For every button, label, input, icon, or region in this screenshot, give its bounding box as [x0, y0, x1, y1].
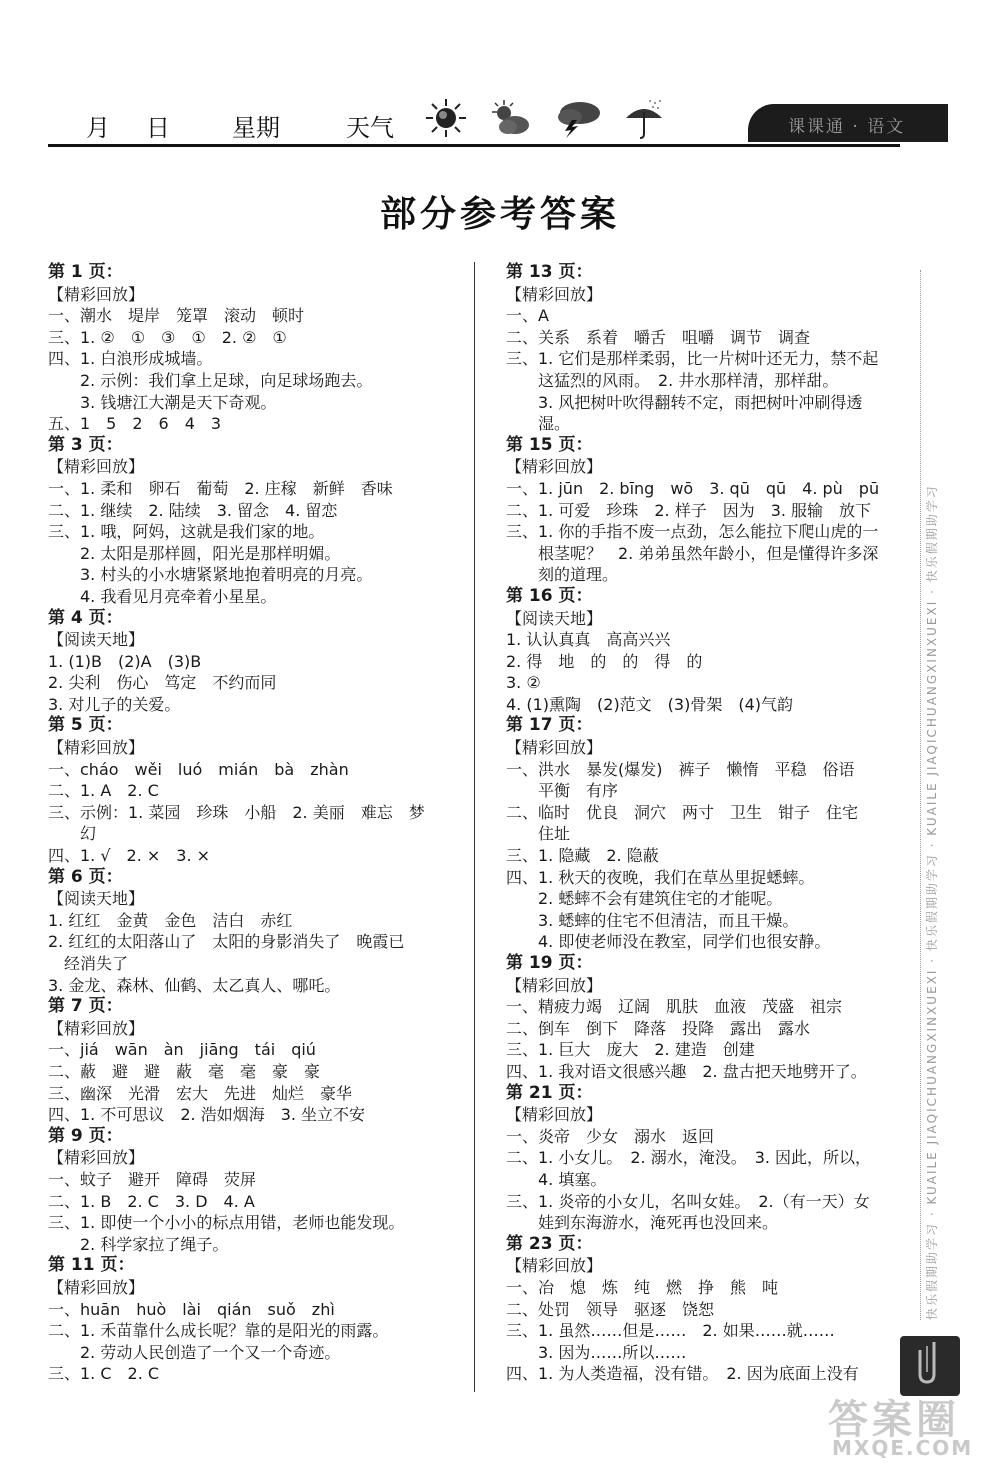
answer-line: 2. 红红的太阳落山了 太阳的身影消失了 晚霞已: [48, 932, 405, 952]
page-heading: 第 9 页：: [48, 1125, 123, 1146]
page-heading: 第 15 页：: [506, 434, 593, 455]
answer-line: 1. 认认真真 高高兴兴: [506, 630, 671, 650]
answer-line: 三、1. 炎帝的小女儿，名叫女娃。 2.（有一天）女: [506, 1191, 870, 1211]
answer-line: 1. (1)B (2)A (3)B: [48, 651, 202, 671]
answer-line: 2. 科学家拉了绳子。: [48, 1234, 229, 1254]
answer-line: 三、1. 巨大 庞大 2. 建造 创建: [506, 1040, 755, 1060]
answer-line: 4. 我看见月亮牵着小星星。: [48, 586, 277, 606]
answer-line: 二、蔽 避 避 蔽 毫 毫 豪 豪: [48, 1061, 321, 1081]
answer-line: 这猛烈的风雨。 2. 井水那样清，那样甜。: [506, 370, 839, 390]
answer-line: 2. 得 地 的 的 得 的: [506, 651, 703, 671]
section-label: 【精彩回放】: [48, 1277, 145, 1297]
answer-line: 2. 尖利 伤心 笃定 不约而同: [48, 673, 277, 693]
answer-line: 一、冶 熄 炼 纯 燃 挣 熊 吨: [506, 1277, 779, 1297]
answer-line: 3. 金龙、森林、仙鹤、太乙真人、哪吒。: [48, 975, 341, 995]
answer-line: 四、1. 不可思议 2. 浩如烟海 3. 坐立不安: [48, 1105, 366, 1125]
section-label: 【精彩回放】: [506, 1105, 603, 1125]
partly-cloudy-icon: [488, 98, 532, 138]
answer-line: 三、示例：1. 菜园 珍珠 小船 2. 美丽 难忘 梦: [48, 802, 425, 822]
section-label: 【阅读天地】: [506, 608, 603, 628]
page-heading: 第 7 页：: [48, 996, 123, 1017]
section-label: 【精彩回放】: [48, 457, 145, 477]
page-title: 部分参考答案: [379, 194, 620, 235]
answer-line: 三、1. 哦，阿妈，这就是我们家的地。: [48, 522, 325, 542]
binder-clip-icon: [900, 1336, 960, 1396]
answer-line: 一、洪水 暴发(爆发) 裤子 懒惰 平稳 俗语: [506, 759, 855, 779]
subject-tab: [748, 104, 948, 142]
answer-line: 1. 红红 金黄 金色 洁白 赤红: [48, 910, 293, 930]
section-label: 【精彩回放】: [506, 975, 603, 995]
answer-line: 3. 钱塘江大潮是天下奇观。: [48, 392, 277, 412]
answer-line: 平衡 有序: [506, 781, 619, 801]
column-divider: [474, 262, 475, 1392]
answer-line: 3. ②: [506, 673, 541, 693]
page-heading: 第 3 页：: [48, 434, 123, 455]
answers-right-column: [506, 262, 906, 1385]
answer-line: 五、1 5 2 6 4 3: [48, 414, 222, 434]
section-label: 【精彩回放】: [506, 738, 603, 758]
page-heading: 第 5 页：: [48, 715, 123, 736]
answer-line: 一、精疲力竭 辽阔 肌肤 血液 茂盛 祖宗: [506, 997, 843, 1017]
weather-label: 天气: [346, 114, 394, 142]
answer-line: 四、1. √ 2. × 3. ×: [48, 846, 211, 866]
answer-line: 二、1. B 2. C 3. D 4. A: [48, 1191, 255, 1211]
answer-line: 湿。: [506, 414, 571, 434]
answer-line: 三、1. 它们是那样柔弱，比一片树叶还无力，禁不起: [506, 349, 879, 369]
answer-line: 4. (1)熏陶 (2)范文 (3)骨架 (4)气韵: [506, 694, 794, 714]
answer-line: 根茎呢？ 2. 弟弟虽然年龄小，但是懂得许多深: [506, 543, 879, 563]
answer-line: 二、1. 可爱 珍珠 2. 样子 因为 3. 服输 放下: [506, 500, 872, 520]
answer-line: 二、1. 小女儿。 2. 溺水，淹没。 3. 因此，所以，: [506, 1148, 872, 1168]
answer-line: 3. 因为……所以……: [506, 1342, 687, 1362]
answer-line: 三、1. 虽然……但是…… 2. 如果……就……: [506, 1321, 835, 1341]
answer-line: 二、处罚 领导 驱逐 饶恕: [506, 1299, 715, 1319]
answer-line: 3. 风把树叶吹得翻转不定，雨把树叶冲刷得透: [506, 392, 863, 412]
answer-line: 幻: [48, 824, 97, 844]
answer-line: 2. 蟋蟀不会有建筑住宅的才能呢。: [506, 889, 783, 909]
answer-line: 3. 对儿子的关爱。: [48, 694, 181, 714]
answer-line: 一、1. 柔和 卵石 葡萄 2. 庄稼 新鲜 香味: [48, 478, 393, 498]
page-heading: 第 6 页：: [48, 866, 123, 887]
answer-line: 二、1. 继续 2. 陆续 3. 留念 4. 留恋: [48, 500, 338, 520]
section-label: 【精彩回放】: [48, 738, 145, 758]
answer-line: 一、潮水 堤岸 笼罩 滚动 顿时: [48, 306, 305, 326]
answer-line: 娃到东海游水，淹死再也没回来。: [506, 1213, 779, 1233]
answer-line: 4. 即使老师没在教室，同学们也很安静。: [506, 932, 831, 952]
section-label: 【精彩回放】: [48, 284, 145, 304]
sidebar-text: 快乐假期助学习 · KUAILE JIAQICHUANGXINXUEXI · 快乐假期助学习 · KUAILE JIAQICHUANGXINXUEXI · 快乐假期助学习: [925, 484, 939, 1320]
answer-line: 四、1. 为人类造福，没有错。 2. 因为底面上没有: [506, 1364, 859, 1384]
answer-line: 二、临时 优良 洞穴 两寸 卫生 钳子 住宅: [506, 802, 859, 822]
answer-line: 二、关系 系着 嚼舌 咀嚼 调节 调查: [506, 327, 811, 347]
answer-line: 3. 蟋蟀的住宅不但清洁，而且干燥。: [506, 910, 799, 930]
answer-line: 三、1. C 2. C: [48, 1364, 160, 1384]
page-heading: 第 17 页：: [506, 715, 593, 736]
subject-tab-text: 课课通 · 语文: [788, 117, 906, 137]
answer-line: 四、1. 秋天的夜晚，我们在草丛里捉蟋蟀。: [506, 867, 815, 887]
month-label: 月: [86, 114, 110, 142]
section-label: 【阅读天地】: [48, 630, 145, 650]
umbrella-icon: [620, 98, 664, 138]
answer-line: 三、1. 你的手指不废一点劲，怎么能拉下爬山虎的一: [506, 522, 879, 542]
page-heading: 第 11 页：: [48, 1255, 135, 1276]
answer-line: 三、1. 即使一个小小的标点用错，老师也能发现。: [48, 1213, 405, 1233]
page-header: [48, 96, 906, 147]
watermark: [828, 1388, 988, 1458]
answer-line: 一、A: [506, 306, 549, 326]
page-heading: 第 23 页：: [506, 1233, 593, 1254]
answer-line: 二、1. 禾苗靠什么成长呢？靠的是阳光的雨露。: [48, 1321, 389, 1341]
answer-line: 二、倒车 倒下 降落 投降 露出 露水: [506, 1018, 811, 1038]
answer-line: 二、1. A 2. C: [48, 781, 159, 801]
section-label: 【精彩回放】: [506, 1256, 603, 1276]
page-heading: 第 1 页：: [48, 262, 123, 282]
answer-line: 一、cháo wěi luó mián bà zhàn: [48, 759, 349, 779]
watermark-url: MXQE.COM: [832, 1436, 974, 1460]
answer-line: 刻的道理。: [506, 565, 619, 585]
day-label: 日: [146, 114, 170, 142]
answer-line: 2. 太阳是那样圆，阳光是那样明媚。: [48, 543, 341, 563]
answer-line: 三、幽深 光滑 宏大 先进 灿烂 豪华: [48, 1083, 353, 1103]
section-label: 【精彩回放】: [48, 1148, 145, 1168]
page-heading: 第 21 页：: [506, 1082, 593, 1103]
section-label: 【精彩回放】: [506, 284, 603, 304]
answer-line: 2. 劳动人民创造了一个又一个奇迹。: [48, 1342, 341, 1362]
page-heading: 第 4 页：: [48, 607, 123, 628]
answer-line: 4. 填塞。: [506, 1169, 607, 1189]
answer-line: 四、1. 我对语文很感兴趣 2. 盘古把天地劈开了。: [506, 1061, 867, 1081]
answer-line: 四、1. 白浪形成城墙。: [48, 349, 213, 369]
thunderstorm-icon: [554, 98, 598, 138]
answer-line: 2. 示例：我们拿上足球，向足球场跑去。: [48, 370, 373, 390]
answer-line: 一、蚊子 避开 障碍 荧屏: [48, 1169, 257, 1189]
page-heading: 第 19 页：: [506, 953, 593, 973]
answer-line: 三、1. 隐藏 2. 隐蔽: [506, 846, 659, 866]
answer-line: 住址: [506, 824, 571, 844]
weekday-label: 星期: [232, 114, 280, 142]
answer-line: 经消失了: [48, 954, 129, 973]
watermark-text: 答案圈: [828, 1397, 960, 1443]
section-label: 【精彩回放】: [48, 1018, 145, 1038]
answer-line: 三、1. ② ① ③ ① 2. ② ①: [48, 327, 287, 347]
page-heading: 第 13 页：: [506, 262, 593, 282]
section-label: 【精彩回放】: [506, 457, 603, 477]
answer-line: 3. 村头的小水塘紧紧地抱着明亮的月亮。: [48, 565, 373, 585]
sun-icon: [424, 98, 468, 138]
answer-line: 一、huān huò lài qián suǒ zhì: [48, 1299, 335, 1319]
section-label: 【阅读天地】: [48, 889, 145, 909]
answer-line: 一、1. jūn 2. bīng wō 3. qū qū 4. pù pū: [506, 478, 880, 498]
answer-line: 一、炎帝 少女 溺水 返回: [506, 1126, 715, 1146]
page-heading: 第 16 页：: [506, 585, 593, 606]
answers-left-column: [48, 262, 458, 1385]
answer-line: 一、jiá wān àn jiāng tái qiú: [48, 1040, 316, 1060]
vertical-sidebar: [920, 270, 947, 1320]
